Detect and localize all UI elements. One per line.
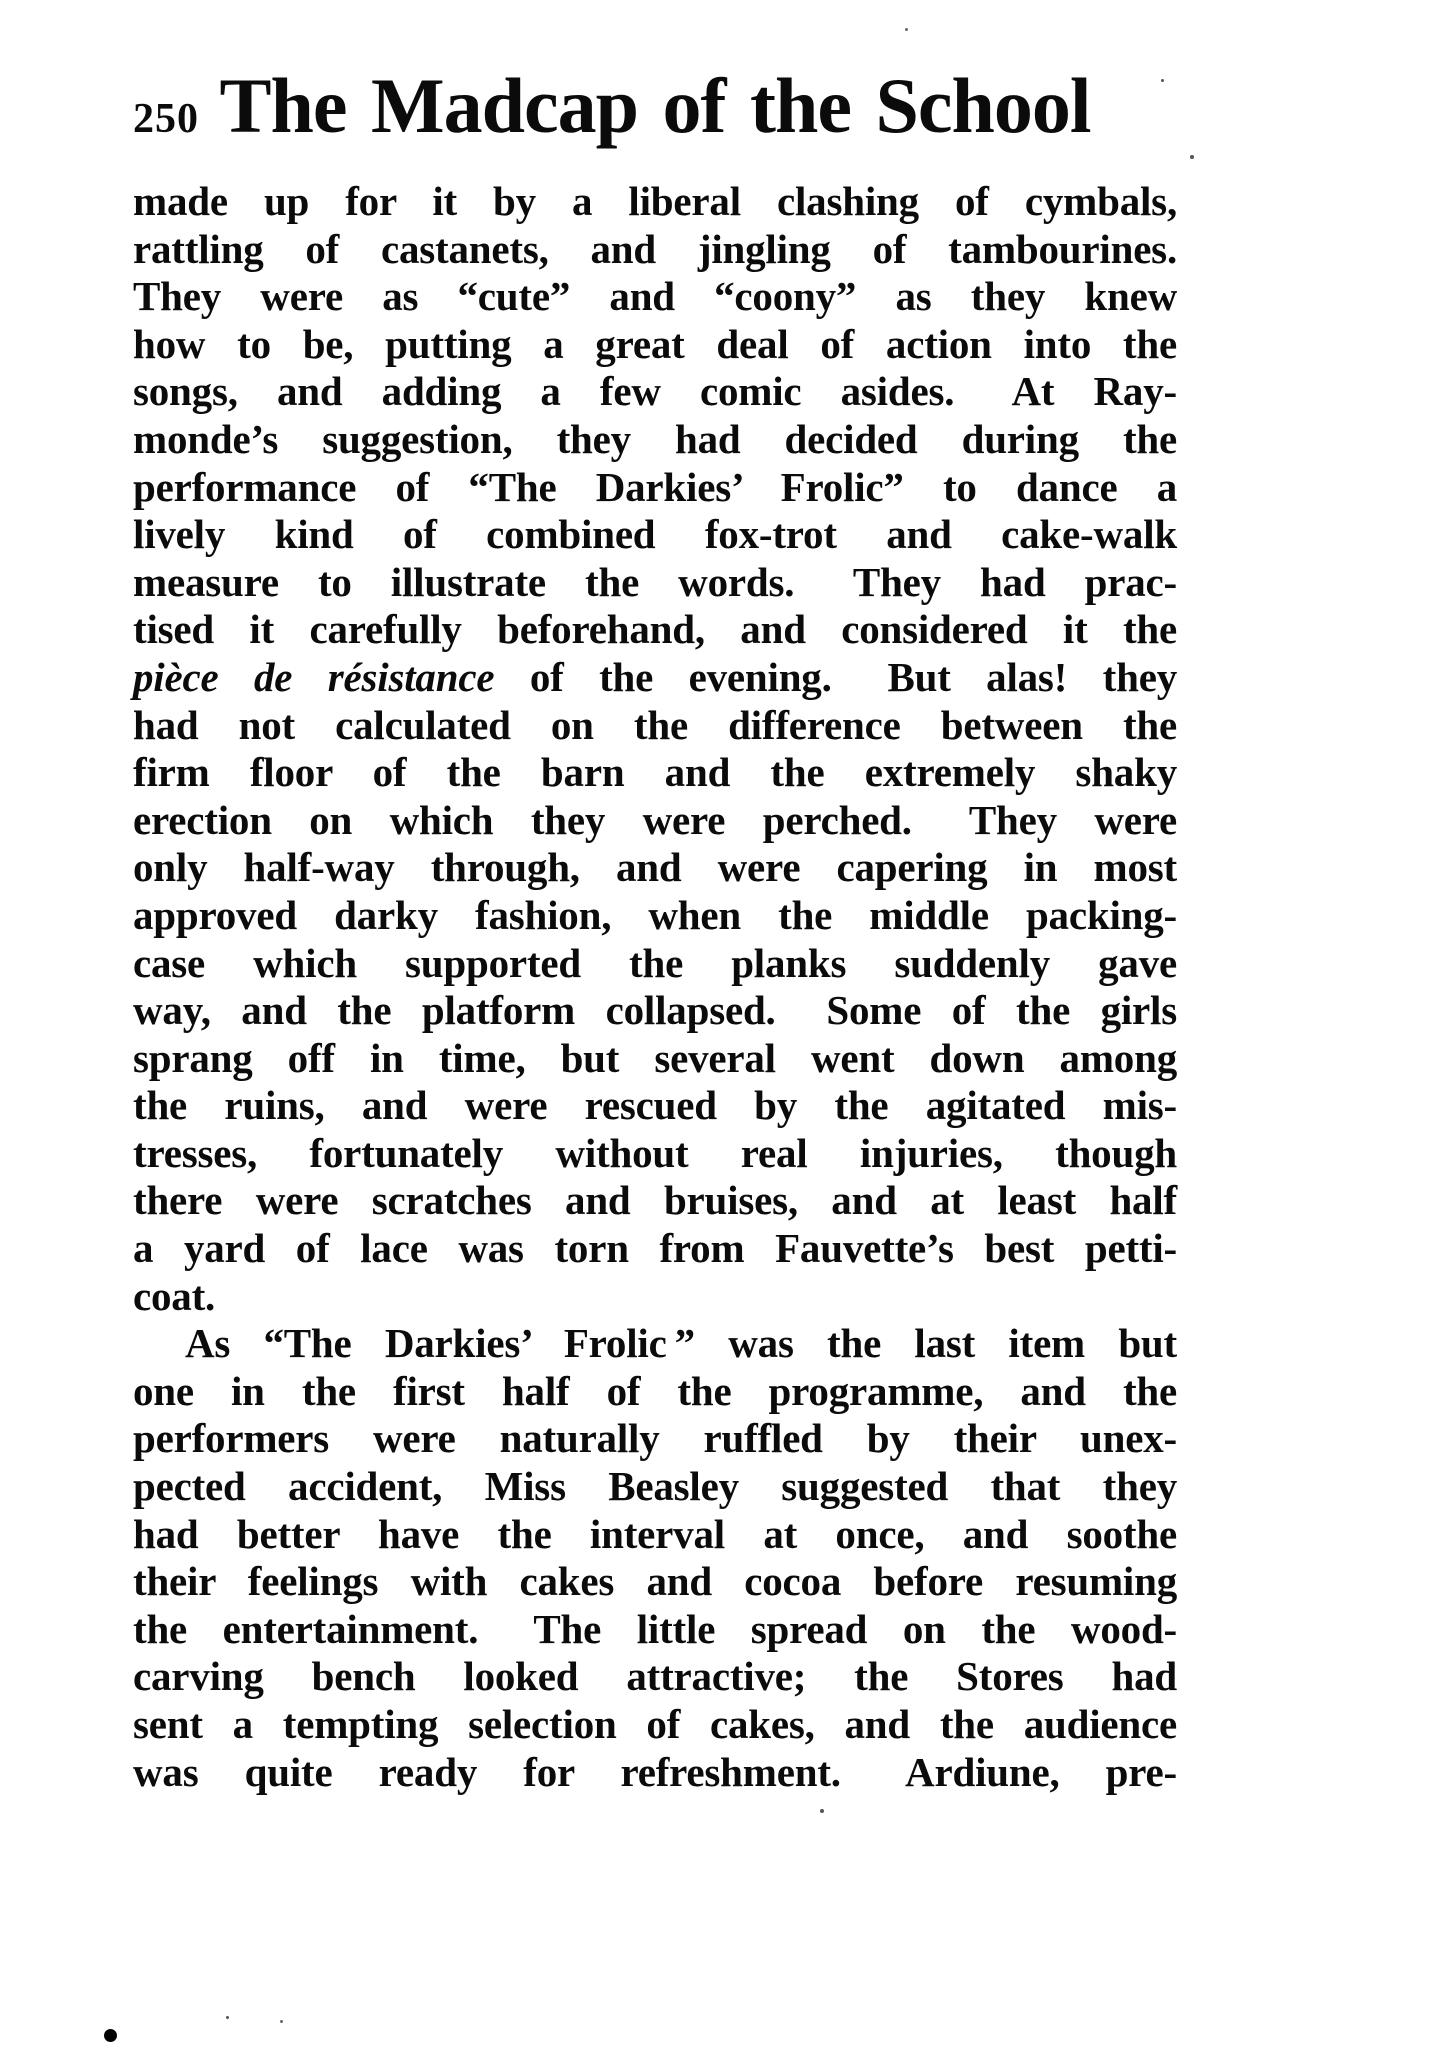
text-segment: the ruins, and were rescued by the agitated mis- — [133, 1082, 1177, 1129]
text-segment: the entertainment. The little spread on the wood- — [133, 1605, 1177, 1652]
italic-phrase: pièce de résistance — [133, 653, 495, 700]
text-line — [133, 1558, 1177, 1606]
text-segment: case which supported the planks suddenly gave — [133, 939, 1177, 986]
text-line — [133, 368, 1177, 416]
text-line — [133, 1225, 1177, 1273]
text-line — [133, 226, 1177, 274]
text-line — [133, 892, 1177, 940]
text-line — [133, 987, 1177, 1035]
text-segment: monde’s suggestion, they had decided during the — [133, 415, 1177, 462]
text-line — [133, 1415, 1177, 1463]
text-line — [133, 749, 1177, 797]
text-line — [133, 559, 1177, 607]
text-segment: tised it carefully beforehand, and considered it the — [133, 606, 1177, 653]
ink-speck — [905, 28, 908, 31]
text-line — [133, 273, 1177, 321]
ink-speck — [1190, 155, 1194, 159]
text-line — [133, 797, 1177, 845]
text-segment: performance of “The Darkies’ Frolic” to dance a — [133, 463, 1177, 510]
text-line — [133, 940, 1177, 988]
text-segment: a yard of lace was torn from Fauvette’s best petti- — [133, 1225, 1177, 1272]
text-segment: erection on which they were perched. They were — [133, 796, 1177, 843]
text-line — [133, 1130, 1177, 1178]
text-line — [133, 1606, 1177, 1654]
text-line — [133, 1463, 1177, 1511]
text-line — [133, 606, 1177, 654]
page-number: 250 — [133, 96, 199, 142]
page-title: The Madcap of the School — [219, 62, 1091, 149]
text-line — [133, 1701, 1177, 1749]
text-segment: measure to illustrate the words. They had prac- — [133, 558, 1177, 605]
text-line — [133, 464, 1177, 512]
ink-speck — [226, 2016, 229, 2019]
text-segment: way, and the platform collapsed. Some of the girls — [133, 987, 1177, 1034]
text-segment: sent a tempting selection of cakes, and the audience — [133, 1701, 1177, 1747]
text-line — [133, 511, 1177, 559]
text-line — [133, 1749, 1177, 1797]
text-segment: their feelings with cakes and cocoa before resuming — [133, 1558, 1177, 1605]
text-line — [133, 654, 1177, 702]
text-line — [133, 1511, 1177, 1559]
text-line — [133, 1035, 1177, 1083]
text-segment: As “The Darkies’ Frolic ” was the last item but — [185, 1320, 1177, 1367]
text-segment: carving bench looked attractive; the Stores had — [133, 1653, 1177, 1700]
text-segment: there were scratches and bruises, and at least half — [133, 1177, 1177, 1224]
text-segment: firm floor of the barn and the extremely shaky — [133, 749, 1177, 796]
ink-speck — [280, 2020, 283, 2023]
text-line — [133, 1082, 1177, 1130]
printer-dot — [104, 2029, 117, 2042]
text-segment: was quite ready for refreshment. Ardiune, pre- — [133, 1748, 1177, 1795]
text-line — [133, 1177, 1177, 1225]
text-line — [133, 1273, 1177, 1321]
text-segment: one in the first half of the programme, and the — [133, 1367, 1177, 1414]
text-line — [133, 1320, 1177, 1368]
text-segment: coat. — [133, 1272, 216, 1319]
text-line — [133, 321, 1177, 369]
text-segment: made up for it by a liberal clashing of cymbals, — [133, 178, 1177, 224]
text-segment: tresses, fortunately without real injuries, though — [133, 1129, 1177, 1176]
text-segment: performers were naturally ruffled by their unex- — [133, 1415, 1177, 1462]
text-line — [133, 844, 1177, 892]
text-line — [133, 1368, 1177, 1416]
text-segment: of the evening. But alas! they — [494, 653, 1177, 700]
text-segment: pected accident, Miss Beasley suggested that they — [133, 1463, 1177, 1510]
text-segment: lively kind of combined fox-trot and cake-walk — [133, 511, 1177, 558]
text-segment: rattling of castanets, and jingling of tambourines. — [133, 225, 1177, 272]
text-segment: songs, and adding a few comic asides. At Ray- — [133, 368, 1177, 415]
text-segment: They were as “cute” and “coony” as they knew — [133, 273, 1177, 320]
text-line — [133, 1653, 1177, 1701]
text-segment: approved darky fashion, when the middle packing- — [133, 891, 1177, 938]
text-line — [133, 178, 1177, 226]
text-block — [133, 178, 1177, 1796]
text-segment: had not calculated on the difference between the — [133, 701, 1177, 748]
ink-speck — [1161, 79, 1164, 82]
text-segment: only half-way through, and were capering in most — [133, 844, 1177, 891]
text-segment: sprang off in time, but several went down among — [133, 1034, 1177, 1081]
ink-speck — [820, 1809, 824, 1813]
text-line — [133, 702, 1177, 750]
text-line — [133, 416, 1177, 464]
text-segment: how to be, putting a great deal of action into the — [133, 320, 1177, 367]
text-segment: had better have the interval at once, and soothe — [133, 1510, 1177, 1557]
